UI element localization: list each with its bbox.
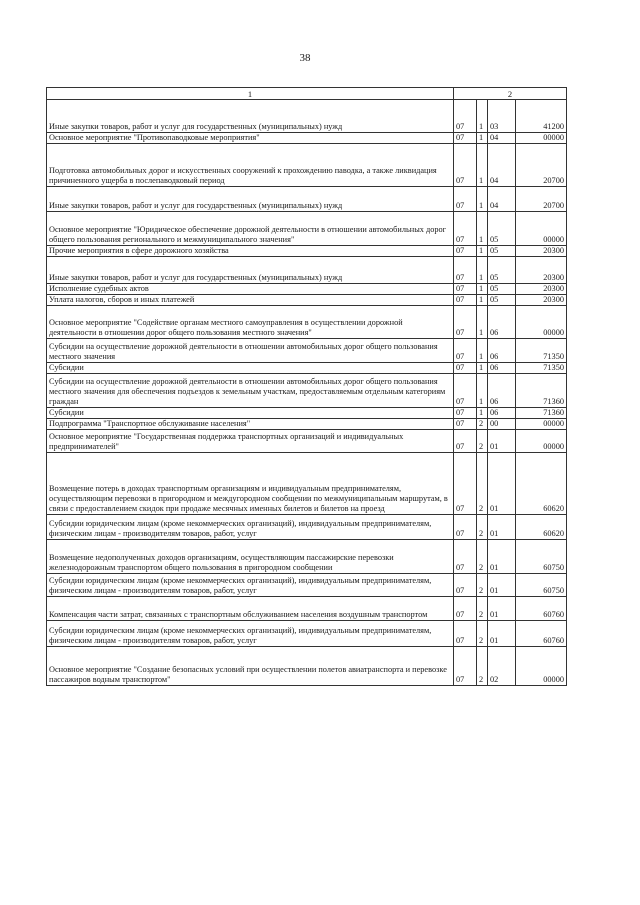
table-header-row bbox=[47, 88, 567, 100]
code-direction: 00000 bbox=[516, 306, 567, 339]
code-section: 07 bbox=[454, 408, 477, 419]
row-name: Субсидии на осуществление дорожной деятельности в отношении автомобильных дорог общего пользования местного значения bbox=[47, 339, 454, 363]
code-section: 07 bbox=[454, 430, 477, 453]
code-subprogram: 1 bbox=[477, 100, 488, 133]
table-row bbox=[47, 144, 567, 187]
row-name: Субсидии юридическим лицам (кроме некоммерческих организаций), индивидуальным предпринимателям, физическим лицам - производителям товаров, работ, услуг bbox=[47, 515, 454, 540]
code-direction: 41200 bbox=[516, 100, 567, 133]
code-section: 07 bbox=[454, 574, 477, 597]
row-name: Возмещение потерь в доходах транспортным организациям и индивидуальным предпринимателям, осуществляющим перевозки в пригородном и междугородном сообщении по межмуниципальным маршрутам, в связи с предоставлением скидок при продаже месячных именных билетов и билетов на проезд bbox=[47, 453, 454, 515]
code-event: 01 bbox=[488, 540, 516, 574]
code-direction: 60620 bbox=[516, 453, 567, 515]
row-name: Иные закупки товаров, работ и услуг для государственных (муниципальных) нужд bbox=[47, 257, 454, 284]
code-section: 07 bbox=[454, 246, 477, 257]
code-subprogram: 2 bbox=[477, 515, 488, 540]
row-name: Компенсация части затрат, связанных с транспортным обслуживанием населения воздушным транспортом bbox=[47, 597, 454, 621]
page-number: 38 bbox=[299, 52, 311, 64]
code-section: 07 bbox=[454, 597, 477, 621]
code-direction: 71350 bbox=[516, 363, 567, 374]
code-section: 07 bbox=[454, 363, 477, 374]
table-row bbox=[47, 621, 567, 647]
code-event: 01 bbox=[488, 453, 516, 515]
row-name: Субсидии bbox=[47, 408, 454, 419]
code-subprogram: 1 bbox=[477, 144, 488, 187]
code-event: 01 bbox=[488, 515, 516, 540]
code-subprogram: 2 bbox=[477, 647, 488, 686]
table-row bbox=[47, 515, 567, 540]
code-subprogram: 1 bbox=[477, 339, 488, 363]
code-section: 07 bbox=[454, 100, 477, 133]
code-event: 05 bbox=[488, 295, 516, 306]
row-name: Основное мероприятие "Создание безопасных условий при осуществлении полетов авиатранспорта и перевозке пассажиров водным транспортом" bbox=[47, 647, 454, 686]
table-row bbox=[47, 257, 567, 284]
code-section: 07 bbox=[454, 284, 477, 295]
code-direction: 00000 bbox=[516, 430, 567, 453]
code-subprogram: 2 bbox=[477, 574, 488, 597]
code-direction: 20300 bbox=[516, 284, 567, 295]
row-name: Подпрограмма "Транспортное обслуживание населения" bbox=[47, 419, 454, 430]
code-event: 05 bbox=[488, 257, 516, 284]
code-subprogram: 1 bbox=[477, 408, 488, 419]
code-event: 06 bbox=[488, 408, 516, 419]
code-direction: 60760 bbox=[516, 621, 567, 647]
table-row bbox=[47, 212, 567, 246]
table-row bbox=[47, 419, 567, 430]
row-name: Основное мероприятие "Государственная поддержка транспортных организаций и индивидуальных предпринимателей" bbox=[47, 430, 454, 453]
table-row bbox=[47, 284, 567, 295]
budget-classification-table bbox=[46, 87, 567, 686]
code-section: 07 bbox=[454, 306, 477, 339]
code-section: 07 bbox=[454, 647, 477, 686]
code-event: 04 bbox=[488, 187, 516, 212]
code-event: 01 bbox=[488, 621, 516, 647]
table-row bbox=[47, 339, 567, 363]
code-section: 07 bbox=[454, 453, 477, 515]
row-name: Субсидии юридическим лицам (кроме некоммерческих организаций), индивидуальным предпринимателям, физическим лицам - производителям товаров, работ, услуг bbox=[47, 621, 454, 647]
code-subprogram: 2 bbox=[477, 621, 488, 647]
code-event: 02 bbox=[488, 647, 516, 686]
code-direction: 00000 bbox=[516, 133, 567, 144]
row-name: Субсидии на осуществление дорожной деятельности в отношении автомобильных дорог общего пользования местного значения для обеспечения подъездов к земельным участкам, предоставляемым отдельным категориям граждан bbox=[47, 374, 454, 408]
row-name: Основное мероприятие "Содействие органам местного самоуправления в осуществлении дорожной деятельности в отношении дорог общего пользования местного значения" bbox=[47, 306, 454, 339]
table-row bbox=[47, 306, 567, 339]
code-event: 00 bbox=[488, 419, 516, 430]
code-section: 07 bbox=[454, 133, 477, 144]
code-subprogram: 1 bbox=[477, 212, 488, 246]
row-name: Возмещение недополученных доходов организациям, осуществляющим пассажирские перевозки железнодорожным транспортом общего пользования в пригородном сообщении bbox=[47, 540, 454, 574]
table-row bbox=[47, 100, 567, 133]
code-section: 07 bbox=[454, 621, 477, 647]
code-direction: 71360 bbox=[516, 408, 567, 419]
code-section: 07 bbox=[454, 212, 477, 246]
code-direction: 00000 bbox=[516, 212, 567, 246]
code-direction: 20700 bbox=[516, 187, 567, 212]
row-name: Иные закупки товаров, работ и услуг для государственных (муниципальных) нужд bbox=[47, 100, 454, 133]
code-section: 07 bbox=[454, 144, 477, 187]
code-event: 05 bbox=[488, 246, 516, 257]
table-row bbox=[47, 408, 567, 419]
code-direction: 71350 bbox=[516, 339, 567, 363]
table-row bbox=[47, 647, 567, 686]
code-section: 07 bbox=[454, 187, 477, 212]
code-event: 03 bbox=[488, 100, 516, 133]
code-event: 06 bbox=[488, 363, 516, 374]
code-event: 05 bbox=[488, 212, 516, 246]
row-name: Исполнение судебных актов bbox=[47, 284, 454, 295]
code-event: 06 bbox=[488, 306, 516, 339]
code-subprogram: 1 bbox=[477, 257, 488, 284]
row-name: Основное мероприятие "Юридическое обеспечение дорожной деятельности в отношении автомобильных дорог общего пользования регионального и межмуниципального значения" bbox=[47, 212, 454, 246]
table-row bbox=[47, 187, 567, 212]
code-direction: 71360 bbox=[516, 374, 567, 408]
table-row bbox=[47, 453, 567, 515]
code-section: 07 bbox=[454, 374, 477, 408]
code-section: 07 bbox=[454, 257, 477, 284]
code-direction: 20700 bbox=[516, 144, 567, 187]
table-row bbox=[47, 597, 567, 621]
code-direction: 00000 bbox=[516, 647, 567, 686]
code-direction: 60620 bbox=[516, 515, 567, 540]
code-subprogram: 1 bbox=[477, 246, 488, 257]
code-subprogram: 1 bbox=[477, 284, 488, 295]
code-section: 07 bbox=[454, 515, 477, 540]
table-row bbox=[47, 430, 567, 453]
code-section: 07 bbox=[454, 540, 477, 574]
row-name: Субсидии bbox=[47, 363, 454, 374]
code-direction: 00000 bbox=[516, 419, 567, 430]
code-subprogram: 1 bbox=[477, 363, 488, 374]
code-direction: 60760 bbox=[516, 597, 567, 621]
code-event: 04 bbox=[488, 144, 516, 187]
code-event: 01 bbox=[488, 430, 516, 453]
table-row bbox=[47, 540, 567, 574]
code-direction: 60750 bbox=[516, 574, 567, 597]
code-section: 07 bbox=[454, 339, 477, 363]
row-name: Иные закупки товаров, работ и услуг для государственных (муниципальных) нужд bbox=[47, 187, 454, 212]
code-event: 06 bbox=[488, 339, 516, 363]
code-subprogram: 1 bbox=[477, 306, 488, 339]
code-subprogram: 1 bbox=[477, 133, 488, 144]
row-name: Прочие мероприятия в сфере дорожного хозяйства bbox=[47, 246, 454, 257]
code-subprogram: 1 bbox=[477, 187, 488, 212]
code-event: 04 bbox=[488, 133, 516, 144]
code-section: 07 bbox=[454, 419, 477, 430]
table-row bbox=[47, 246, 567, 257]
code-subprogram: 1 bbox=[477, 374, 488, 408]
table-row bbox=[47, 295, 567, 306]
header-col-2: 2 bbox=[454, 88, 567, 100]
code-subprogram: 2 bbox=[477, 540, 488, 574]
code-event: 01 bbox=[488, 574, 516, 597]
code-subprogram: 2 bbox=[477, 453, 488, 515]
table-row bbox=[47, 574, 567, 597]
code-subprogram: 1 bbox=[477, 295, 488, 306]
row-name: Основное мероприятие "Противопаводковые мероприятия" bbox=[47, 133, 454, 144]
code-subprogram: 2 bbox=[477, 419, 488, 430]
code-direction: 20300 bbox=[516, 295, 567, 306]
code-direction: 20300 bbox=[516, 246, 567, 257]
table-row bbox=[47, 374, 567, 408]
code-subprogram: 2 bbox=[477, 597, 488, 621]
header-col-1: 1 bbox=[47, 88, 454, 100]
code-event: 01 bbox=[488, 597, 516, 621]
table-body bbox=[47, 100, 567, 686]
table-row bbox=[47, 363, 567, 374]
code-event: 05 bbox=[488, 284, 516, 295]
row-name: Уплата налогов, сборов и иных платежей bbox=[47, 295, 454, 306]
code-direction: 60750 bbox=[516, 540, 567, 574]
code-subprogram: 2 bbox=[477, 430, 488, 453]
code-direction: 20300 bbox=[516, 257, 567, 284]
table-row bbox=[47, 133, 567, 144]
row-name: Субсидии юридическим лицам (кроме некоммерческих организаций), индивидуальным предпринимателям, физическим лицам - производителям товаров, работ, услуг bbox=[47, 574, 454, 597]
code-event: 06 bbox=[488, 374, 516, 408]
code-section: 07 bbox=[454, 295, 477, 306]
row-name: Подготовка автомобильных дорог и искусственных сооружений к прохождению паводка, а также ликвидация причиненного ущерба в послепаводковый период bbox=[47, 144, 454, 187]
